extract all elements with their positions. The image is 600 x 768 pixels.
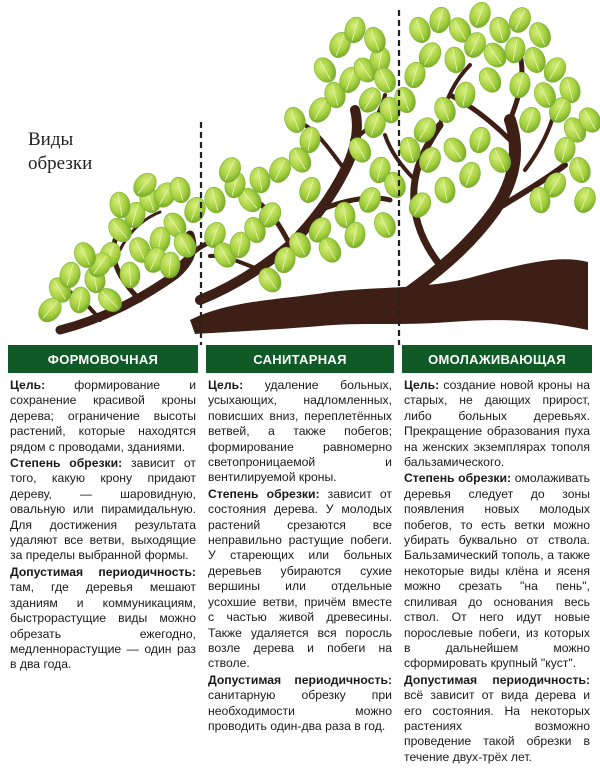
page-title [28, 128, 148, 176]
degree-paragraph [10, 456, 196, 564]
period-paragraph [404, 673, 590, 765]
branch-shapes [55, 55, 588, 334]
period-label: Допустимая периодичность: [208, 672, 392, 687]
degree-text: зависит от состояния дерева. У молодых растений срезаются все неправильно растущие побеги. У стареющих или больных деревьев убираются сухие вершины или отдельные усохшие ветви, причём вместе с частью живой древесины. Также удаляется вся поросль возле дерева и побеги на стволе. [208, 486, 392, 671]
goal-text: создание новой кроны на старых, не дающих прирост, либо больных деревьях. Прекращение образования пуха на женских экземплярах тополя бальзамического. [404, 378, 590, 470]
goal-paragraph [208, 378, 392, 486]
column-formative [10, 378, 196, 674]
degree-label: Степень обрезки: [10, 456, 123, 471]
header-sanitary: САНИТАРНАЯ [206, 345, 394, 373]
goal-text: удаление больных, усыхающих, надломленных, повисших вниз, переплетённых ветвей, а также побегов; формирование равномерно светопроницаемой и вентилируемой кроны. [208, 378, 393, 485]
goal-paragraph [404, 378, 590, 470]
header-formative: ФОРМОВОЧНАЯ [8, 345, 198, 373]
page-title-line-2: обрезки [28, 153, 93, 174]
period-label: Допустимая периодичность: [404, 672, 590, 687]
column-rejuvenating [404, 378, 590, 766]
goal-label: Цель: [10, 378, 46, 392]
degree-text: омолаживать деревья следует до зоны появления новых молодых побегов, то есть ветки можно убирать буквально от ствола. Бальзамический тополь, а также некоторые виды клёна и ясеня можно срезать "на пень", спиливая до основания весь ствол. От него идут новые порослевые побеги, из которых в дальнейшем можно сформировать крупный "куст". [404, 471, 590, 671]
degree-label: Степень обрезки: [404, 471, 512, 486]
degree-paragraph [404, 471, 590, 671]
degree-label: Степень обрезки: [208, 486, 320, 501]
degree-text: зависит от того, какую крону придают дереву, — шаровидную, овальную или пирамидальную. Для достижения результата удаляют все ветви, выходящие за пределы выбранной формы. [10, 456, 196, 563]
period-text: всё зависит от вида дерева и его состояния. На некоторых растениях возможно проведение такой обрезки в течение двух-трёх лет. [404, 688, 590, 764]
goal-label: Цель: [208, 378, 244, 392]
goal-label: Цель: [404, 378, 440, 392]
period-text: там, где деревья мешают зданиям и коммуникациям, быстрорастущие виды можно обрезать ежегодно, медленнорастущие — один раз в два года. [10, 580, 196, 672]
goal-paragraph [10, 378, 196, 455]
header-rejuvenating: ОМОЛАЖИВАЮЩАЯ [402, 345, 592, 373]
column-sanitary [208, 378, 392, 735]
page-title-line-1: Виды [28, 129, 74, 150]
period-paragraph [10, 565, 196, 673]
period-label: Допустимая периодичность: [10, 564, 196, 579]
period-paragraph [208, 673, 392, 735]
degree-paragraph [208, 487, 392, 672]
goal-text: формирование и сохранение красивой кроны дерева; ограничение высоты растений, которые находятся рядом с проводами, зданиями. [10, 378, 196, 454]
period-text: санитарную обрезку при необходимости можно проводить один-два раза в год. [208, 688, 392, 733]
